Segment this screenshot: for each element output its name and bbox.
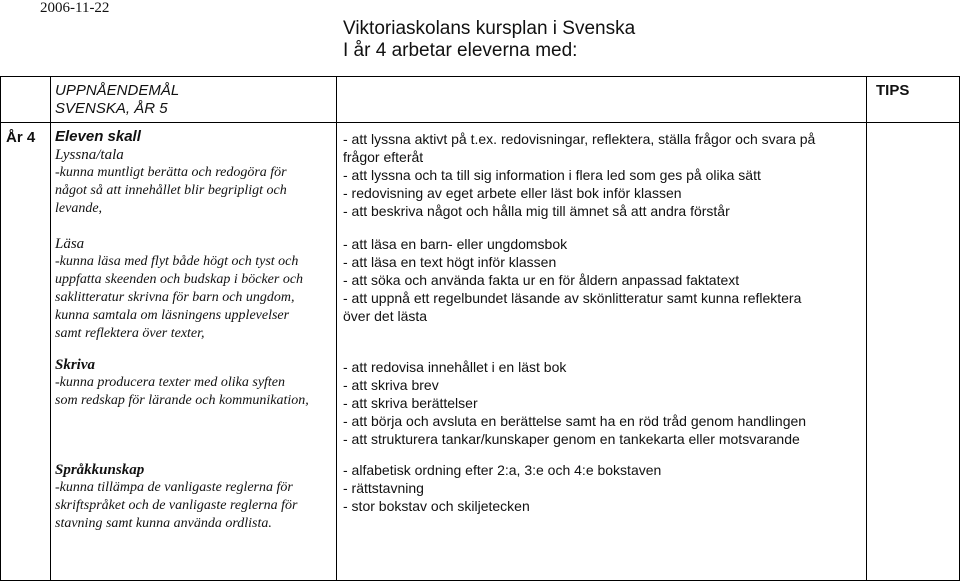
activity-line: över det lästa [343,308,428,324]
goal-line: uppfatta skeenden och budskap i böcker och [55,272,304,287]
goals-column-header [55,82,179,118]
activities-language [343,461,863,515]
year-label: År 4 [6,129,36,146]
activities-listen [343,130,863,220]
table-header-divider [0,122,960,123]
table-border-left [0,76,1,581]
activity-line: - att läsa en barn- eller ungdomsbok [343,236,568,252]
activity-line: frågor efteråt [343,149,424,165]
activity-line: - att läsa en text högt inför klassen [343,254,557,270]
goal-language-section [55,461,340,533]
title-line-1: Viktoriaskolans kursplan i Svenska [343,18,636,39]
title-line-2: I år 4 arbetar eleverna med: [343,40,578,61]
activity-line: - att börja och avsluta en berättelse samt ha en röd tråd genom handlingen [343,413,807,429]
activity-line: - att beskriva något och hålla mig till ämnet så att andra förstår [343,203,730,219]
goal-line: -kunna muntligt berätta och redogöra för [55,165,287,180]
goal-line: kunna samtala om läsningens upplevelser [55,308,290,323]
goals-header-line-1: UPPNÅENDEMÅL [55,82,180,99]
activities-write [343,358,863,448]
activity-line: - att lyssna aktivt på t.ex. redovisningar, reflektera, ställa frågor och svara på [343,131,816,147]
goal-line: skriftspråket och de vanligaste reglerna för [55,498,298,513]
table-divider-year [50,76,51,581]
goal-line: -kunna läsa med flyt både högt och tyst och [55,254,299,269]
goal-line: stavning samt kunna använda ordlista. [55,516,272,531]
goal-listen-section [55,128,340,218]
goal-line: saklitteratur skrivna för barn och ungdom, [55,290,295,305]
activities-read [343,235,863,325]
goals-intro: Eleven skall [55,128,141,145]
activity-line: - stor bokstav och skiljetecken [343,498,530,514]
activity-line: - alfabetisk ordning efter 2:a, 3:e och 4:e bokstaven [343,462,662,478]
goal-line: -kunna producera texter med olika syften [55,375,286,390]
goals-header-line-2: SVENSKA, ÅR 5 [55,100,168,117]
table-border-bottom [0,580,960,581]
goal-line: samt reflektera över texter, [55,326,205,341]
goal-read-section [55,235,340,343]
goal-line: levande, [55,201,103,216]
activity-line: - att lyssna och ta till sig information i flera led som ges på olika sätt [343,167,761,183]
goal-write-section [55,356,340,410]
goal-read-heading: Läsa [55,236,85,252]
goal-write-heading: Skriva [55,357,96,373]
goal-line: något så att innehållet blir begripligt och [55,183,287,198]
table-border-top [0,76,960,77]
activity-line: - att redovisa innehållet i en läst bok [343,359,567,375]
document-title [343,18,635,62]
activity-line: - att strukturera tankar/kunskaper genom en tankekarta eller motsvarande [343,431,800,447]
tips-column-header: TIPS [876,82,910,99]
activity-line: - att skriva brev [343,377,439,393]
activity-line: - rättstavning [343,480,424,496]
document-date: 2006-11-22 [40,0,110,16]
activity-line: - att skriva berättelser [343,395,478,411]
curriculum-table [0,76,960,581]
activity-line: - att uppnå ett regelbundet läsande av skönlitteratur samt kunna reflektera [343,290,802,306]
goal-line: -kunna tillämpa de vanligaste reglerna för [55,480,293,495]
goal-language-heading: Språkkunskap [55,462,145,478]
goal-listen-heading: Lyssna/tala [55,147,124,163]
activity-line: - redovisning av eget arbete eller läst bok inför klassen [343,185,682,201]
activity-line: - att söka och använda fakta ur en för åldern anpassad faktatext [343,272,740,288]
goal-line: som redskap för lärande och kommunikation, [55,393,309,408]
table-divider-activities [866,76,867,581]
